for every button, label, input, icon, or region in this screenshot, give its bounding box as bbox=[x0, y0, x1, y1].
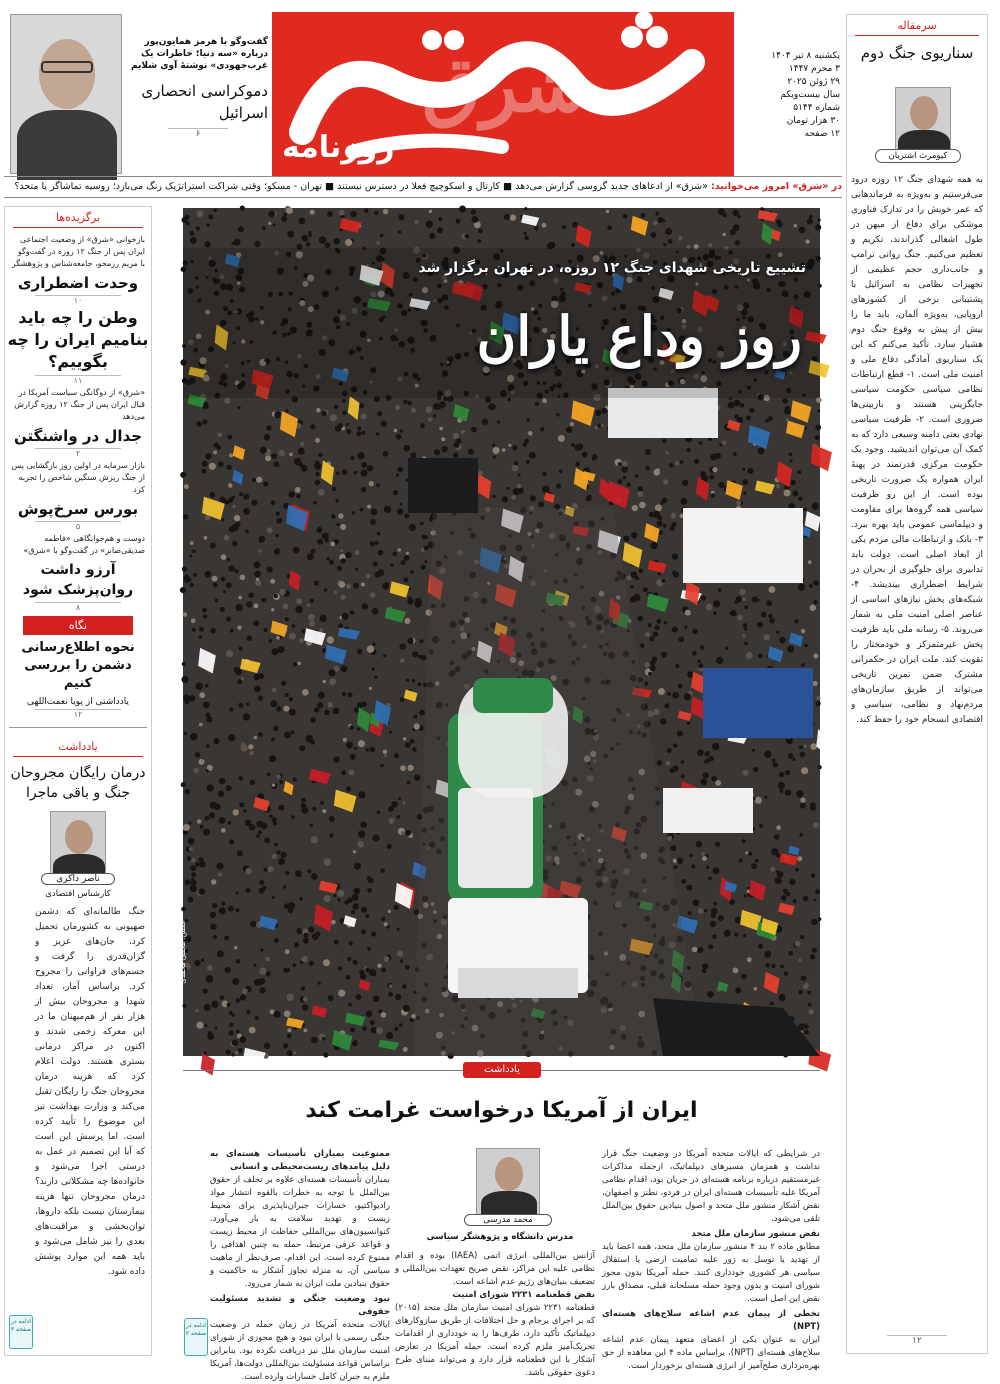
article-author: محمد مدرسی bbox=[464, 1214, 552, 1226]
editorial-column bbox=[846, 14, 988, 1354]
date-line: ۱۲ صفحه bbox=[804, 129, 840, 139]
highlight-item[interactable] bbox=[5, 460, 151, 531]
note-title[interactable]: درمان رایگان مجروحان جنگ و باقی ماجرا bbox=[10, 765, 146, 801]
article-paragraph: آژانس بین‌المللی انرژی اتمی (IAEA) بوده و اقدام نظامی علیه این مراکز، نقض صریح تعهدات بین‌المللی و تضعیف بنیان‌های رژیم عدم اشاعه است. bbox=[395, 1251, 595, 1287]
date-line: یکشنبه ۸ تیر ۱۴۰۴ bbox=[771, 51, 840, 61]
article-subheading: نبود وضعیت جنگی و تشدید مسئولیت حقوقی bbox=[210, 1294, 390, 1317]
note-section-label: یادداشت bbox=[13, 736, 143, 757]
article-paragraph: قطعنامه ۲۲۳۱ شورای امنیت سازمان ملل متحد (۲۰۱۵) که بر اجرای برجام و حل اختلافات از طریق سازوکارهای دیپلماتیک تأکید دارد، طرف‌ها را به خودداری از اقدامات تحریک‌آمیز ملزم کرده است. حمله آمریکا در تعارض آشکار با این قطعنامه قرار دارد و می‌تواند مبنای طرح دعوی حقوقی باشد. bbox=[395, 1303, 596, 1378]
interview-title: دموکراسی انحصاری اسرائیل bbox=[141, 82, 268, 122]
negah-item[interactable] bbox=[5, 639, 151, 719]
highlight-item[interactable] bbox=[5, 533, 151, 612]
continue-badge[interactable] bbox=[9, 1315, 33, 1349]
highlight-item[interactable] bbox=[5, 387, 151, 458]
negah-title: نحوه اطلاع‌رسانی دشمن را بررسی کنیم bbox=[21, 640, 135, 691]
highlight-kicker: دوست و هم‌خوابگاهی «فاطمه صدیقی‌صابر» در گفت‌وگو با «شرق» bbox=[23, 534, 145, 555]
highlights-section-label: برگزیده‌ها bbox=[13, 207, 143, 228]
article-subheading: نقض منشور سازمان ملل متحد bbox=[691, 1229, 820, 1239]
interview-portrait bbox=[10, 14, 122, 174]
highlight-item[interactable] bbox=[5, 234, 151, 305]
continue-label: ادامه در صفحه ۲ bbox=[185, 1322, 207, 1337]
interview-teaser[interactable] bbox=[128, 36, 268, 139]
highlight-title: آرزو داشت روان‌پزشک شود bbox=[22, 562, 134, 598]
highlight-item[interactable] bbox=[5, 307, 151, 385]
note-author: ناصر ذاکری bbox=[41, 873, 115, 885]
article-author-role: مدرس دانشگاه و پژوهشگر سیاسی bbox=[426, 1232, 574, 1242]
article-subheading: ممنوعیت بمباران تأسیسات هسته‌ای به دلیل پیامدهای زیست‌محیطی و انسانی bbox=[210, 1149, 390, 1172]
page-number: ۶ bbox=[168, 128, 228, 139]
article-subheading: نقض قطعنامه ۲۲۳۱ شورای امنیت bbox=[452, 1290, 595, 1300]
page-number: ۱۰ bbox=[35, 295, 121, 305]
photo-credit: عکس: مجتبی محمدی bbox=[178, 920, 187, 984]
hero-title: روز وداع یاران bbox=[476, 304, 802, 368]
highlight-kicker: بازخوانی «شرق» از وضعیت اجتماعی ایران پس از جنگ ۱۲ روزه در گفت‌وگو با مریم رزمجو، جامعه‌شناس و پژوهشگر bbox=[11, 235, 145, 268]
hero-kicker: تشییع تاریخی شهدای جنگ ۱۲ روزه، در تهران برگزار شد bbox=[418, 260, 806, 276]
date-line: سال بیست‌ویکم bbox=[780, 90, 840, 100]
date-block bbox=[740, 50, 840, 141]
continue-label: ادامه در صفحه ۳ bbox=[10, 1318, 32, 1333]
highlight-title: جدال در واشنگتن bbox=[13, 427, 143, 445]
ticker-bar bbox=[4, 178, 842, 196]
masthead-logo[interactable] bbox=[272, 12, 734, 177]
editorial-author: کیومرث اشتریان bbox=[875, 149, 961, 163]
date-line: ۳۰ هزار تومان bbox=[786, 116, 840, 126]
highlight-kicker: «شرق» از دوگانگی سیاست آمریکا در قبال ایران پس از جنگ ۱۲ روزه گزارش می‌دهد bbox=[14, 388, 145, 421]
article-column bbox=[210, 1148, 390, 1382]
page-number: ۵ bbox=[35, 521, 121, 531]
negah-label: نگاه bbox=[23, 616, 133, 635]
editorial-title[interactable]: سناریوی جنگ دوم bbox=[860, 44, 974, 62]
date-line: ۲۹ ژوئن ۲۰۲۵ bbox=[787, 77, 840, 87]
page-number: ۸ bbox=[35, 602, 121, 612]
article-paragraph: ایالات متحده آمریکا در زمان حمله در وضعیت جنگی رسمی با ایران نبود و هیچ مجوزی از شورای امنیت سازمان ملل نیز دریافت نکرده بود. بنابراین براساس قواعد مسئولیت بین‌المللی دولت‌ها، آمریکا ملزم به جبران کامل خسارات وارده است. bbox=[210, 1320, 390, 1382]
highlight-title: بورس سرخ‌پوش bbox=[17, 500, 139, 518]
note-author-photo bbox=[50, 811, 106, 877]
highlight-kicker: بازار سرمایه در اولین روز بازگشایی پس از جنگ ریزش سنگین شاخص را تجربه کرد bbox=[11, 461, 145, 494]
page-number: ۲ bbox=[35, 448, 121, 458]
highlight-title: وطن را چه باید بنامیم ایران را چه بگوییم؟ bbox=[7, 308, 149, 371]
date-line: ۳ محرم ۱۴۴۷ bbox=[788, 64, 840, 74]
ticker-label: در «شرق» امروز می‌خوانید: bbox=[711, 181, 842, 192]
article-paragraph: مطابق ماده ۲ بند ۴ منشور سازمان ملل متحد، همه اعضا باید از تهدید یا توسل به زور علیه تمامیت ارضی یا استقلال سیاسی هر کشوری خودداری کنند. حمله آمریکا بدون مجوز شورای امنیت و بدون وجود حمله مسلحانه قبلی، مصداق بارز نقض این اصل است. bbox=[602, 1242, 821, 1304]
editorial-author-photo bbox=[895, 87, 951, 153]
note-author-role: کارشناس اقتصادی bbox=[45, 889, 111, 899]
negah-subtitle: یادداشتی از پویا نعمت‌اللهی bbox=[26, 697, 130, 707]
logo-subtitle: روزنامه bbox=[282, 130, 395, 165]
article-paragraph: بمباران تأسیسات هسته‌ای علاوه بر تخلف از حقوق بین‌الملل با توجه به خطرات بالقوه انتشار مواد رادیواکتیو، خسارات جبران‌ناپذیری برای محیط زیست و تهدید سلامت به بار می‌آورد. کنوانسیون‌های بین‌المللی حفاظت از محیط زیست و قواعد عرفی مرتبط، حمله به چنین اهدافی را ممنوع کرده است. این اقدام، صرف‌نظر از ماهیت سیاسی آن، به منزله تجاوز آشکار به حاکمیت و حقوق بنیادین ملت ایران به شمار می‌رود. bbox=[210, 1175, 390, 1289]
hero-photo[interactable] bbox=[178, 208, 820, 1056]
editorial-body: به همه شهدای جنگ ۱۲ روزه درود می‌فرستیم و به‌ویژه به فرماندهانی که عمر خویش را در تدارک فناوری موشکی برای دفاع از میهن در طول اشغالی گذراندند، تکریم و تعظیم می‌کنیم. جنگ روانی ترامپ و جانب‌داری حجم عظیمی از تجهیزات نظامی به اسرائیل با پشتیبانی برخی از کشورهای اروپایی، به‌ویژه آلمان، باید ما را بیش از پیش به وقوع جنگ دوم هشیار سازد. تأکید می‌کنم که این یک سناریوی آمادگی دفاع ملی و امنیت ملی است. ۱- قطع ارتباطات نظامی سیاسی حکومت سیاسی جایگزینی هستند و بازبینی‌ها ضروری است. ۲- ظرفیت سیاسی نهادی یعنی دامنه وسیعی دارد که به کمک آن می‌توان اندیشید. وجود یک حکومت مرکزی قدرتمند در پهنهٔ ایران همواره یک ضرورت تاریخی بوده است. از این رو ظرفیت سیاسی همه گروه‌ها برای مقاومت و دیپلماسی عمومی باید بهره ببرد. ۳- بانک و ارتباطات مالی مردم یکی از ابعاد اصلی است. دولت باید تدابیری برای جلوگیری از بحران در شرایط اضطراری بیندیشد. ۴- شبکه‌های پخش نیازهای اساسی از عناصر اصلی امنیت ملی به شمار می‌روند. ۵- رسانه ملی باید ظرفیت پخش غیرمتمرکز و خودمختار را تقویت کند. ملت ایران در حکمرانی مشترک ضمن تمرین تاریخی می‌تواند از طریق سازمان‌های مردم‌نهاد و نظامی، سیاسی و اقتصادی انسجام خود را حفظ کند. bbox=[851, 175, 984, 725]
article-paragraph: در شرایطی که ایالات متحده آمریکا در وضعیت جنگ قرار نداشت و همزمان مسیرهای دیپلماتیک، ازجمله مذاکرات غیرمستقیم درباره برنامه هسته‌ای در جریان بود، اقدام نظامی آمریکا علیه تأسیسات هسته‌ای ایران در فردو، نطنز و اصفهان، نقض آشکار منشور ملل متحد و اصول بنیادین حقوق بین‌الملل تلقی می‌شود. bbox=[602, 1149, 820, 1224]
page-number: ۱۲ bbox=[887, 1335, 947, 1346]
article-column bbox=[602, 1148, 821, 1371]
article-subheading: تخطی از پیمان عدم اشاعه سلاح‌های هسته‌ای (NPT) bbox=[602, 1309, 820, 1332]
continue-badge[interactable] bbox=[184, 1318, 208, 1356]
article-label: یادداشت bbox=[463, 1062, 541, 1078]
page-number: ۱۲ bbox=[35, 709, 121, 719]
left-column bbox=[4, 206, 152, 1356]
editorial-section-label: سرمقاله bbox=[855, 15, 979, 36]
article-column bbox=[395, 1250, 596, 1378]
ticker-text[interactable]: «شرق» از ادعاهای جدید گروسی گزارش می‌دهد ■ کارتال و اسکوچیچ فعلا در دسترس نیستند ■ تهران - مسکو؛ وقتی شراکت استراتژیک رنگ می‌بازد؛ روسیه تماشاگر یا متحد؟ bbox=[14, 181, 708, 192]
note-body: جنگ طالمانه‌ای که دشمن صهیونی به کشورمان تحمیل کرد، جان‌های عزیز و گران‌قدری را گرفت و جسم‌های فراوانی را مجروح کرد. براساس آمار، تعداد شهدا و مجروحان بیش از هزار نفر از هم‌میهنان ما در این معرکه زخمی شدند و اکنون در مراکز درمانی بستری هستند. دولت اعلام کرد که هزینه درمان مجروحان جنگ را رایگان تقبل می‌کند و وزارت بهداشت نیز این موضوع را تأیید کرده است. اما پرسش این است که آیا این تصمیم در عمل به درستی اجرا می‌شود و خانواده‌ها چه مشکلاتی دارند؟ درمان مجروحان تنها هزینه بیمارستان نیست بلکه داروها، توان‌بخشی و مراقبت‌های بعدی را نیز شامل می‌شود و باید همه این موارد پوشش داده شود. bbox=[35, 907, 145, 1277]
article-author-photo bbox=[476, 1148, 540, 1216]
article-title[interactable]: ایران از آمریکا درخواست غرامت کند bbox=[305, 1098, 698, 1123]
highlight-title: وحدت اضطراری bbox=[17, 274, 139, 292]
logo-text: شرق bbox=[422, 40, 587, 129]
date-line: شماره ۵۱۴۴ bbox=[793, 103, 840, 113]
article-paragraph: ایران به عنوان یکی از اعضای متعهد پیمان عدم اشاعه سلاح‌های هسته‌ای (NPT)، براساس ماده ۴ این معاهده از حق بهره‌برداری صلح‌آمیز از انرژی هسته‌ای برخوردار است. bbox=[602, 1335, 820, 1371]
interview-kicker: گفت‌وگو با هرمز همایون‌پور درباره «سه دنیا؛ خاطرات یک غرب‌جهودی» نوشتهٔ آوی شلایم bbox=[131, 37, 268, 71]
page-number: ۱۱ bbox=[35, 375, 121, 385]
